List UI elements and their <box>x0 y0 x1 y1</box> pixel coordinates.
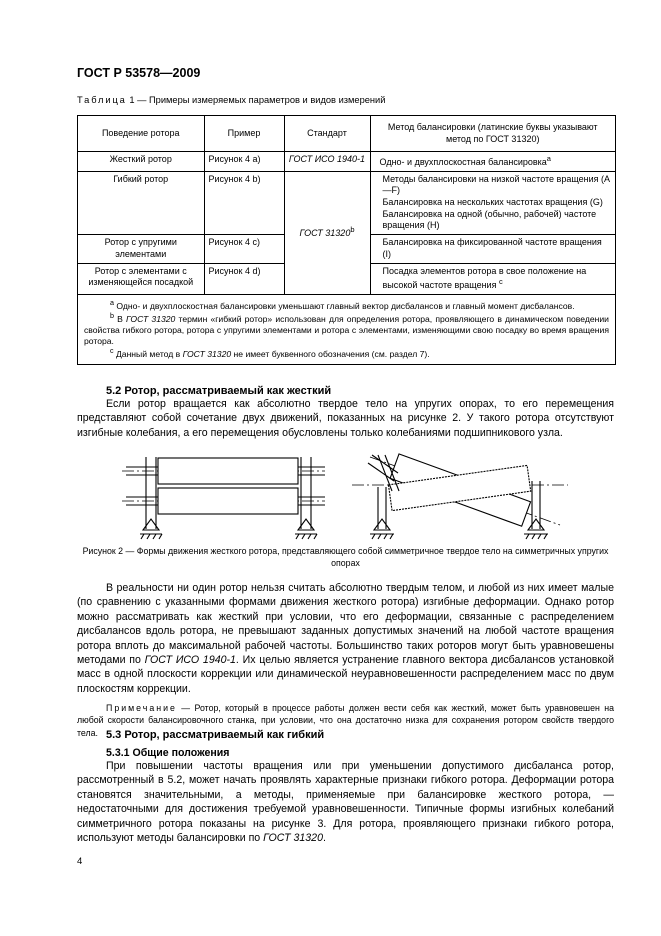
cell-method: Посадка элементов ротора в свое положение на высокой частоте вращения $^c$ <box>382 265 587 291</box>
section-heading: 5.3 Ротор, рассматриваемый как гибкий <box>106 729 325 741</box>
cell-example: Рисунок 4 b) <box>204 171 284 234</box>
table-row <box>78 152 615 172</box>
cell-method: Балансировка на фиксированной частоте вращения (I) <box>370 235 615 263</box>
cell-standard: ГОСТ 31320$^b$ <box>284 171 370 294</box>
figure-2-rigid-rotor-modes <box>120 447 572 542</box>
footnote: $^a$ Одно- и двухплоскостная балансировки уменьшают главный вектор дисбалансов и главный момент дисбалансов. <box>110 298 575 311</box>
cell-method: Методы балансировки на низкой частоте вращения (A—F) Балансировка на нескольких частотах вращения (G) Балансировка на одной (обычно, рабочей) частоте вращения (H) <box>370 171 615 234</box>
cell-behavior: Ротор с элементами с изменяющейся посадкой <box>78 263 204 294</box>
cell-standard: ГОСТ ИСО 1940-1 <box>284 152 370 172</box>
cell-example: Рисунок 4 a) <box>204 152 284 172</box>
paragraph: При повышении частоты вращения или при уменьшении допустимого дисбаланса ротор, рассмотренный в 5.2, может начать проявлять характерные признаки гибкого ротора. Деформации ротора становятся значительными, а методы, применяемые при балансировке жесткого ротора, — недостаточными для достижения требуемой уравновешенности. Типичные формы изгибных колебаний симметричного ротора показаны на рисунке 3. Для ротора, проявляющего признаки гибкого ротора, используют методы балансировки по ГОСТ 31320. <box>77 760 614 845</box>
table-row <box>78 171 615 234</box>
table-footnotes <box>78 294 615 364</box>
section-heading: 5.2 Ротор, рассматриваемый как жесткий <box>106 385 332 397</box>
col-header: Метод балансировки (латинские буквы указывают метод по ГОСТ 31320) <box>370 116 615 152</box>
col-header: Стандарт <box>284 116 370 152</box>
paragraph: Если ротор вращается как абсолютно твердое тело на упругих опорах, то его перемещения представляют собой сочетание двух движений, показанных на рисунке 2. У такого ротора отсутствуют изгибные колебания, а его перемещения обусловлены только колебаниями подшипникового узла. <box>77 398 614 439</box>
cell-example: Рисунок 4 d) <box>204 263 284 294</box>
cell-behavior: Гибкий ротор <box>78 171 204 234</box>
section-5-3 <box>77 729 614 845</box>
paragraph: В реальности ни один ротор нельзя считать абсолютно твердым телом, и любой из них имеет малые (по сравнению с указанными формами движения жесткого ротора) изгибные деформации. Однако ротор можно рассматривать как жесткий при условии, что его деформации, связанные с распределением дисбалансов вдоль ротора, не превышают заданных допустимых значений на любой частоте вращения ротора вплоть до максимальной рабочей частоты. Большинство таких роторов могут быть уравновешены методами по ГОСТ ИСО 1940-1. Их целью является устранение главного вектора дисбалансов установкой масс в одной плоскости коррекции или динамической неуравновешенности распределением масс по двум плоскостям коррекции. <box>77 582 614 695</box>
document-header: ГОСТ Р 53578—2009 <box>77 66 201 80</box>
figure-caption: Рисунок 2 — Формы движения жесткого ротора, представляющего собой симметричное твердое тело на симметричных упругих опорах <box>82 546 609 569</box>
section-5-2 <box>77 385 614 440</box>
footnote: $^c$ Данный метод в ГОСТ 31320 не имеет буквенного обозначения (см. раздел 7). <box>110 347 430 360</box>
table-caption: Таблица 1 — Примеры измеряемых параметров и видов измерений <box>77 95 386 105</box>
table-header-row <box>78 116 615 152</box>
note: Примечание — Ротор, который в процессе работы должен вести себя как жесткий, может быть уравновешен на любой скорости балансировочного станка, при условии, что она достаточно низка для сохранения ротором свойств твердого тела. <box>77 703 614 738</box>
subsection-heading: 5.3.1 Общие положения <box>106 747 230 759</box>
col-header: Поведение ротора <box>78 116 204 152</box>
section-5-2-continued <box>77 581 614 739</box>
cell-behavior: Ротор с упругими элементами <box>78 235 204 263</box>
col-header: Пример <box>204 116 284 152</box>
page-number: 4 <box>77 856 83 867</box>
cell-example: Рисунок 4 c) <box>204 235 284 263</box>
cell-behavior: Жесткий ротор <box>78 152 204 172</box>
footnote: $^b$ В ГОСТ 31320 термин «гибкий ротор» использован для определения ротора, проявляющего в динамическом поведении свойства гибкого ротора, ротора с упругими элементами и ротора с элементами, изменяющими свою посадку во время вращения ротора. <box>84 311 609 347</box>
cell-method: Одно- и двухплоскостная балансировка$^a$ <box>370 152 615 172</box>
parameters-table <box>77 115 616 365</box>
